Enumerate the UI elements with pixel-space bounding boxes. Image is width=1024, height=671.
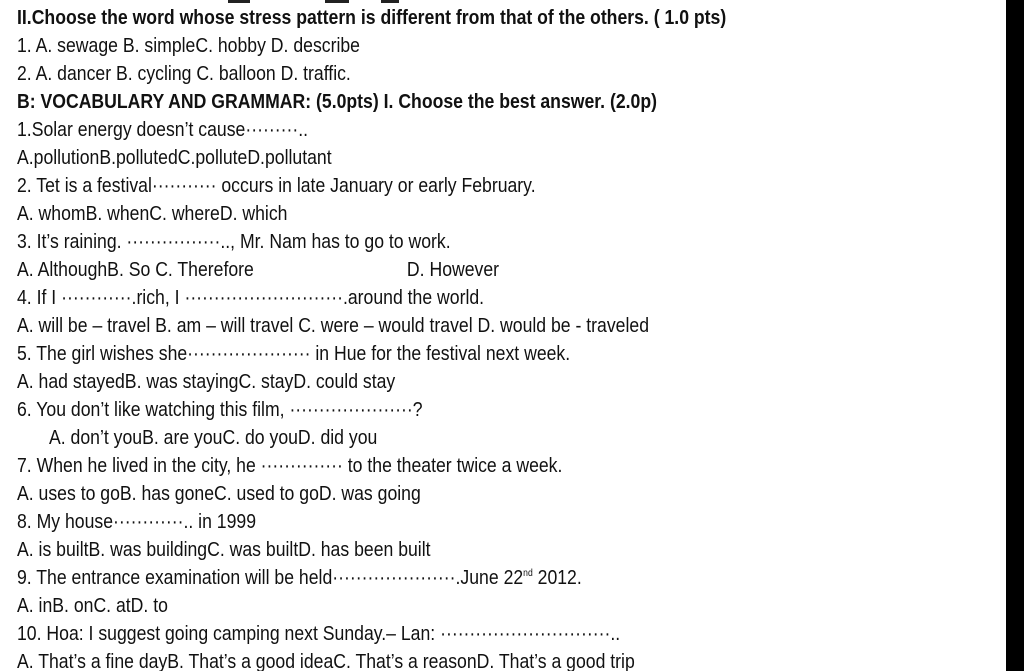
- answer-options-3-left: A. AlthoughB. So C. Therefore: [17, 258, 254, 281]
- stress-item-1: 1. A. sewage B. simpleC. hobby D. describe: [17, 34, 360, 57]
- answer-options-1: A.pollutionB.pollutedC.polluteD.pollutant: [17, 146, 332, 169]
- answer-options-9: A. inB. onC. atD. to: [17, 594, 168, 617]
- question-3: 3. It’s raining. ················.., Mr. Nam has to go to work.: [17, 230, 451, 253]
- answer-options-5: A. had stayedB. was stayingC. stayD. could stay: [17, 370, 396, 393]
- cropped-text-fragment: [325, 0, 349, 3]
- question-5: 5. The girl wishes she····················· in Hue for the festival next week.: [17, 342, 571, 365]
- section-b-heading: B: VOCABULARY AND GRAMMAR: (5.0pts) I. Choose the best answer. (2.0p): [17, 90, 657, 113]
- answer-options-2: A. whomB. whenC. whereD. which: [17, 202, 288, 225]
- right-border-bar: [1006, 0, 1024, 671]
- question-10: 10. Hoa: I suggest going camping next Sunday.– Lan: ·····························..: [17, 622, 621, 645]
- stress-item-2: 2. A. dancer B. cycling C. balloon D. traffic.: [17, 62, 351, 85]
- question-8: 8. My house············.. in 1999: [17, 510, 257, 533]
- cropped-text-fragment: [228, 0, 250, 3]
- question-6: 6. You don’t like watching this film, ·····················?: [17, 398, 423, 421]
- question-9: [17, 564, 582, 592]
- question-1: 1.Solar energy doesn’t cause·········..: [17, 118, 309, 141]
- answer-options-3-right: D. However: [406, 258, 500, 281]
- answer-options-6: A. don’t youB. are youC. do youD. did you: [49, 426, 378, 449]
- ordinal-suffix: nd: [523, 568, 533, 580]
- answer-options-10: A. That’s a fine dayB. That’s a good ideaC. That’s a reasonD. That’s a good trip: [17, 650, 635, 671]
- question-9-year: 2012.: [532, 566, 582, 589]
- answer-options-7: A. uses to goB. has goneC. used to goD. was going: [17, 482, 421, 505]
- question-2: 2. Tet is a festival··········· occurs in late January or early February.: [17, 174, 536, 197]
- answer-options-4: A. will be – travel B. am – will travel C. were – would travel D. would be - traveled: [17, 314, 650, 337]
- question-7: 7. When he lived in the city, he ·············· to the theater twice a week.: [17, 454, 563, 477]
- answer-options-8: A. is builtB. was buildingC. was builtD. has been built: [17, 538, 431, 561]
- question-9-text: 9. The entrance examination will be held·····················.June 22: [17, 566, 524, 589]
- cropped-text-fragment: [381, 0, 399, 3]
- answer-options-3: [17, 256, 499, 284]
- question-4: 4. If I ············.rich, I ···························.around the world.: [17, 286, 485, 309]
- section-ii-heading: II.Choose the word whose stress pattern is different from that of the others. ( 1.0 pts): [17, 6, 727, 29]
